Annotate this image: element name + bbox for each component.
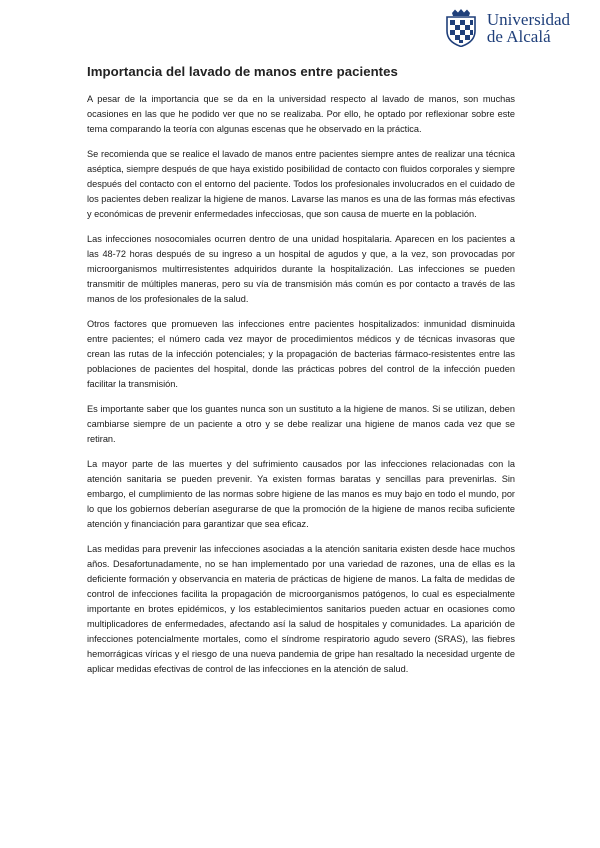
university-logo <box>441 9 570 47</box>
paragraph-4: Otros factores que promueven las infecciones entre pacientes hospitalizados: inmunidad disminuida entre pacientes; el número cada vez mayor de procedimientos médicos y de técnicas invasoras que crean las rutas de la infección potenciales; y la propagación de bacterias fármaco-resistentes entre las poblaciones de pacientes del hospital, donde las prácticas pobres del control de la infección pueden facilitar la transmisión. <box>87 319 515 389</box>
paragraph-7: Las medidas para prevenir las infecciones asociadas a la atención sanitaria existen desde hace muchos años. Desafortunadamente, no se han implementado por una variedad de razones, una de ellas es la deficiente formación y observancia en materia de prácticas de higiene de manos. La falta de medidas de control de infecciones facilita la propagación de microorganismos patógenos, lo cual es especialmente importante en brotes epidémicos, y los establecimientos sanitarios pueden actuar en ocasiones como multiplicadores de enfermedades, afectando así la salud de hospitales y comunidades. La aparición de infecciones potencialmente mortales, como el síndrome respiratorio agudo severo (SRAS), las fiebres hemorrágicas víricas y el riesgo de una nueva pandemia de gripe han resaltado la necesidad urgente de aplicar medidas efectivas de control de las infecciones en la atención de salud. <box>87 544 515 674</box>
document-body <box>87 64 515 687</box>
university-crest-icon <box>441 9 481 47</box>
paragraph-3: Las infecciones nosocomiales ocurren dentro de una unidad hospitalaria. Aparecen en los pacientes a las 48-72 horas después de su ingreso a un hospital de agudos y que, a la vez, son provocadas por microorganismos multirresistentes adquiridos durante la hospitalización. Las infecciones se pueden transmitir de múltiples maneras, pero su vía de transmisión más común es por contacto a través de las manos de los profesionales de la salud. <box>87 234 515 304</box>
university-name <box>487 11 570 45</box>
paragraph-1: A pesar de la importancia que se da en la universidad respecto al lavado de manos, son muchas ocasiones en las que he podido ver que no se realizaba. Por ello, he optado por reflexionar sobre este tema comparando la teoría con algunas escenas que he observado en la práctica. <box>87 94 515 134</box>
paragraph-5: Es importante saber que los guantes nunca son un sustituto a la higiene de manos. Si se utilizan, deben cambiarse siempre de un paciente a otro y se debe realizar una higiene de manos cada vez que se retiran. <box>87 404 515 444</box>
logo-line-2: de Alcalá <box>486 27 551 46</box>
logo-line-1: Universidad <box>486 10 570 29</box>
paragraph-2: Se recomienda que se realice el lavado de manos entre pacientes siempre antes de realizar una técnica aséptica, siempre después de que haya existido posibilidad de contacto con fluidos corporales y siempre después del contacto con el entorno del paciente. Todos los profesionales involucrados en el cuidado de los pacientes deben realizar la higiene de manos. Lavarse las manos es una de las formas más efectivas y económicas de prevenir enfermedades infecciosas, que son causa de muerte en la población. <box>87 149 515 219</box>
document-title: Importancia del lavado de manos entre pacientes <box>87 64 398 79</box>
paragraph-6: La mayor parte de las muertes y del sufrimiento causados por las infecciones relacionadas con la atención sanitaria se pueden prevenir. Ya existen formas baratas y sencillas para prevenirlas. Sin embargo, el cumplimiento de las normas sobre higiene de las manos es muy bajo en todo el mundo, por lo que los gobiernos deberían asegurarse de que la promoción de la higiene de manos reciba suficiente atención y financiación para garantizar que sea eficaz. <box>87 459 515 529</box>
